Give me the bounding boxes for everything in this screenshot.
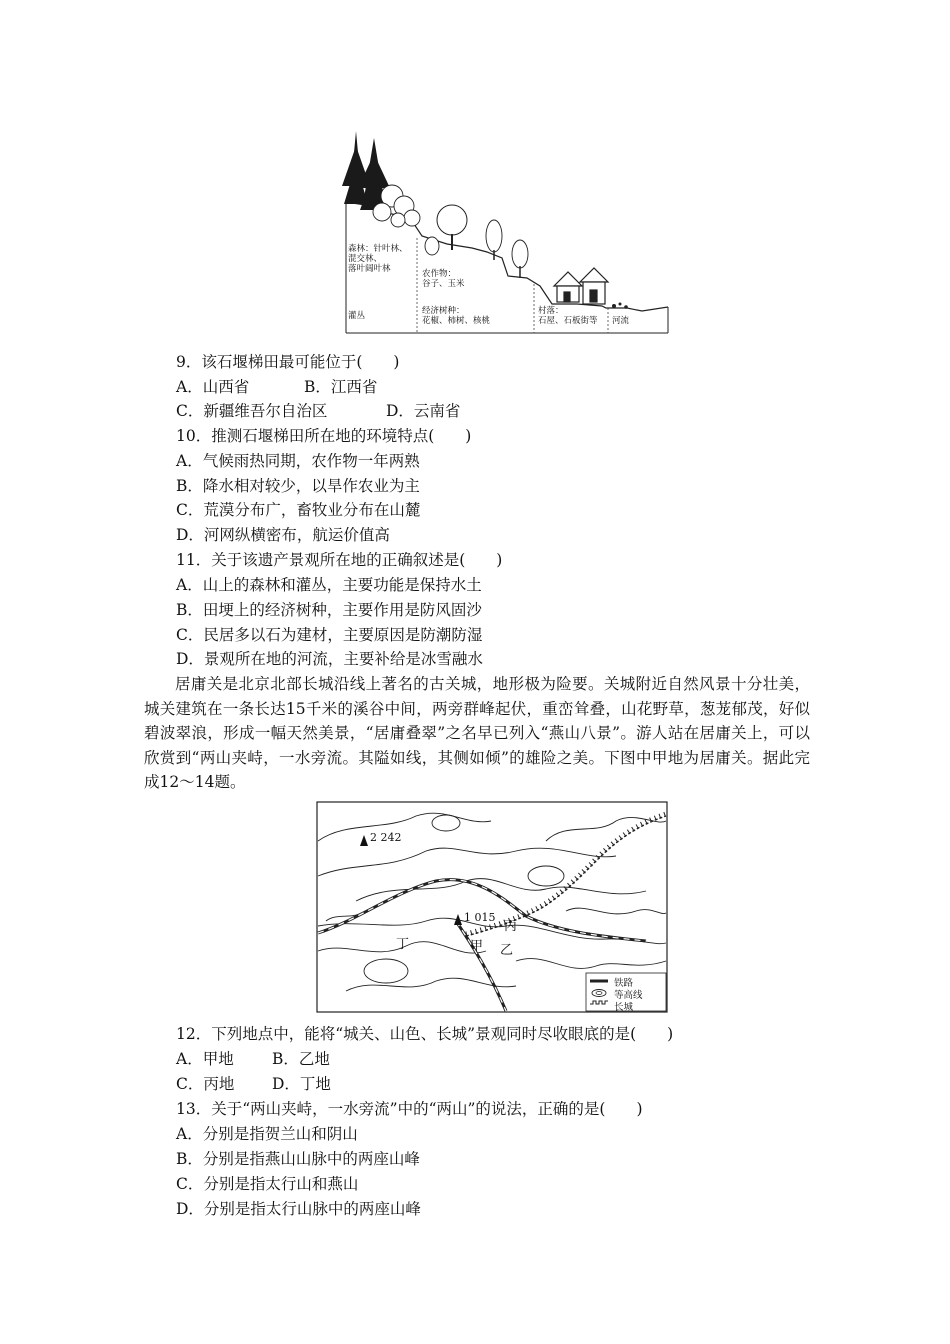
q13-stem: 13．关于“两山夹峙，一水旁流”中的“两山”的说法，正确的是( ) [176, 1100, 643, 1118]
place-label-ding: 丁 [396, 937, 410, 952]
q12-option-c[interactable]: C．丙地 [176, 1075, 235, 1093]
q11-stem: 11．关于该遗产景观所在地的正确叙述是( ) [176, 551, 503, 569]
q10-option-d[interactable]: D．河网纵横密布，航运价值高 [176, 526, 390, 544]
place-label-yi: 乙 [500, 943, 514, 958]
q9-option-c[interactable]: C．新疆维吾尔自治区 [176, 402, 328, 420]
terrace-landscape-figure [312, 126, 670, 336]
zone-label-river: 河流 [612, 316, 630, 326]
place-label-bing: 丙 [504, 919, 518, 934]
zone-label-crops: 农作物： 谷子、玉米 [422, 269, 465, 289]
q9-stem: 9．该石堰梯田最可能位于( ) [176, 353, 400, 371]
q12-option-d[interactable]: D．丁地 [272, 1075, 331, 1093]
q10-option-c[interactable]: C．荒漠分布广，畜牧业分布在山麓 [176, 501, 421, 519]
q10-option-b[interactable]: B．降水相对较少，以旱作农业为主 [176, 477, 420, 495]
broadleaf-tree [437, 205, 467, 250]
q11-option-c[interactable]: C．民居多以石为建材，主要原因是防潮防湿 [176, 626, 483, 644]
q13-option-a[interactable]: A．分别是指贺兰山和阴山 [176, 1125, 358, 1143]
q11-option-d[interactable]: D．景观所在地的河流，主要补给是冰雪融水 [176, 650, 483, 668]
q10-option-a[interactable]: A．气候雨热同期，农作物一年两熟 [176, 452, 420, 470]
place-label-jia: 甲 [470, 939, 484, 954]
q13-option-c[interactable]: C．分别是指太行山和燕山 [176, 1175, 359, 1193]
q13-option-d[interactable]: D．分别是指太行山脉中的两座山峰 [176, 1200, 421, 1218]
q12-stem: 12．下列地点中，能将“城关、山色、长城”景观同时尽收眼底的是( ) [176, 1025, 674, 1043]
zone-label-village: 村落： 石屋、石板街等 [538, 306, 598, 326]
reading-passage: 居庸关是北京北部长城沿线上著名的古关城，地形极为险要。关城附近自然风景十分壮美，城关建筑在一条长达15千米的溪谷中间，两旁群峰起伏，重峦耸叠，山花野草，葱茏郁茂，好似碧波翠浪，形成一幅天然美景，“居庸叠翠”之名早已列入“燕山八景”。游人站在居庸关上，可以欣赏到“两山夹峙，一水旁流。其隘如线，其侧如倾”的雄险之美。下图中甲地为居庸关。据此完成12～14题。 [144, 675, 810, 792]
terrace-profile-drawing [312, 126, 670, 336]
legend-contour: 等高线 [614, 990, 643, 1001]
q11-option-b[interactable]: B．田埂上的经济树种，主要作用是防风固沙 [176, 601, 482, 619]
zone-label-forest: 森林：针叶林、 混交林、 落叶阔叶林 [348, 244, 408, 274]
q12-option-b[interactable]: B．乙地 [272, 1050, 330, 1068]
q10-stem: 10．推测石堰梯田所在地的环境特点( ) [176, 427, 472, 445]
q12-option-a[interactable]: A．甲地 [176, 1050, 234, 1068]
zone-label-shrub: 灌丛 [348, 311, 366, 321]
peak-label-1: 2 242 [370, 831, 402, 844]
q9-option-a[interactable]: A．山西省 [176, 378, 250, 396]
stone-houses [554, 268, 608, 304]
zone-label-economic-trees: 经济树种： 花椒、柿树、核桃 [422, 306, 491, 326]
juyongguan-map [316, 801, 668, 1013]
q9-option-d[interactable]: D．云南省 [386, 402, 461, 420]
legend-wall: 长城 [614, 1002, 634, 1013]
peak-label-2: 1 015 [464, 911, 496, 924]
q9-option-b[interactable]: B．江西省 [304, 378, 378, 396]
q13-option-b[interactable]: B．分别是指燕山山脉中的两座山峰 [176, 1150, 420, 1168]
q11-option-a[interactable]: A．山上的森林和灌丛，主要功能是保持水土 [176, 576, 482, 594]
legend-railway: 铁路 [614, 978, 634, 989]
